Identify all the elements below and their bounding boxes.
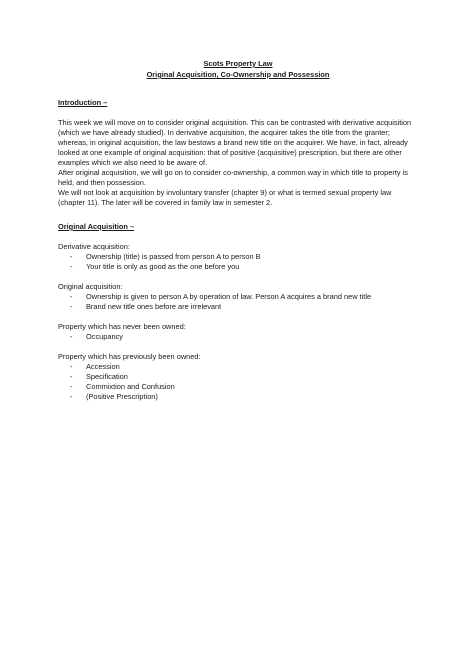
list-item: [58, 332, 418, 342]
bullet-list: [58, 332, 418, 342]
dash-marker: -: [70, 332, 73, 341]
document-page: [58, 58, 418, 402]
list-item: [58, 302, 418, 312]
group-label: Original acquisition:: [58, 282, 123, 291]
intro-paragraph-3: We will not look at acquisition by involuntary transfer (chapter 9) or what is termed sexual property law (chapter 11). The later will be covered in family law in semester 2.: [58, 188, 392, 207]
bullet-list: [58, 292, 418, 312]
list-item: [58, 392, 418, 402]
group-label: Property which has previously been owned:: [58, 352, 201, 361]
title-line-2: Original Acquisition, Co-Ownership and Possession: [146, 70, 330, 79]
dash-marker: -: [70, 382, 73, 391]
list-item-text: Ownership is given to person A by operation of law. Person A acquires a brand new title: [86, 292, 372, 301]
dash-marker: -: [70, 362, 73, 371]
list-item: [58, 262, 418, 272]
group-never-owned: [58, 322, 418, 342]
list-item: [58, 362, 418, 372]
dash-marker: -: [70, 252, 73, 261]
list-item-text: (Positive Prescription): [86, 392, 158, 401]
list-item-text: Your title is only as good as the one before you: [86, 262, 240, 271]
group-previously-owned: [58, 352, 418, 402]
original-acquisition-heading: Original Acquisition –: [58, 222, 135, 231]
document-title: [58, 58, 418, 80]
bullet-list: [58, 362, 418, 402]
list-item-text: Specification: [86, 372, 128, 381]
list-item-text: Commixtion and Confusion: [86, 382, 175, 391]
list-item-text: Accession: [86, 362, 120, 371]
group-derivative-acquisition: [58, 242, 418, 272]
list-item-text: Occupancy: [86, 332, 123, 341]
dash-marker: -: [70, 372, 73, 381]
list-item: [58, 252, 418, 262]
bullet-list: [58, 252, 418, 272]
dash-marker: -: [70, 262, 73, 271]
dash-marker: -: [70, 292, 73, 301]
title-line-1: Scots Property Law: [203, 59, 273, 68]
dash-marker: -: [70, 392, 73, 401]
list-item: [58, 382, 418, 392]
list-item-text: Ownership (title) is passed from person A to person B: [86, 252, 261, 261]
list-item-text: Brand new title ones before are irrelevant: [86, 302, 222, 311]
group-original-acquisition: [58, 282, 418, 312]
dash-marker: -: [70, 302, 73, 311]
intro-paragraph-1: This week we will move on to consider original acquisition. This can be contrasted with derivative acquisition (which we have already studied). In derivative acquisition, the acquirer takes the title from the granter; whereas, in original acquisition, the law bestows a brand new title on the acquirer. We have, in fact, already looked at one example of original acquisition: that of positive (acquisitive) prescription, but there are other examples which we also need to be aware of.: [58, 118, 412, 167]
introduction-heading: Introduction –: [58, 98, 108, 107]
list-item: [58, 372, 418, 382]
list-item: [58, 292, 418, 302]
group-label: Property which has never been owned:: [58, 322, 186, 331]
intro-paragraph-2: After original acquisition, we will go on to consider co-ownership, a common way in which title to property is held, and then possession.: [58, 168, 408, 187]
group-label: Derivative acquisition:: [58, 242, 130, 251]
